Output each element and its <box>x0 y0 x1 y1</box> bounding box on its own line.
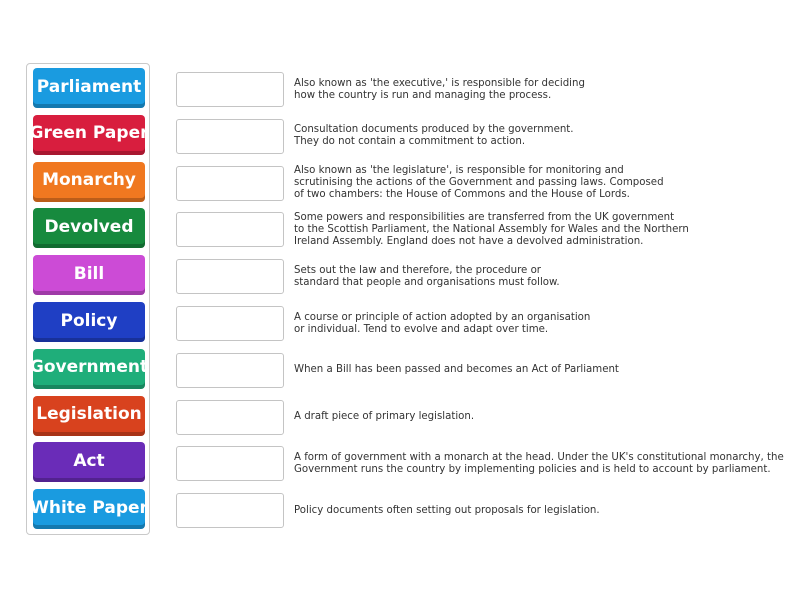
tile-green-paper[interactable]: Green Paper <box>33 115 145 155</box>
definition-line: Also known as 'the legislature', is responsible for monitoring and <box>294 165 624 177</box>
drop-target-box[interactable] <box>176 446 284 481</box>
definition-line: Government runs the country by implementing policies and is held to account by parliament. <box>294 463 771 475</box>
definition-text <box>294 398 784 437</box>
definition-line: Ireland Assembly. England does not have a devolved administration. <box>294 235 644 247</box>
tile-parliament[interactable]: Parliament <box>33 68 145 108</box>
definition-line: scrutinising the actions of the Government and passing laws. Composed <box>294 177 664 189</box>
definition-line: Consultation documents produced by the government. <box>294 124 574 136</box>
definition-text <box>294 304 784 343</box>
tile-monarchy[interactable]: Monarchy <box>33 162 145 202</box>
definition-text <box>294 210 784 249</box>
drop-target-box[interactable] <box>176 212 284 247</box>
drop-target-box[interactable] <box>176 306 284 341</box>
definition-text <box>294 117 784 156</box>
tile-government[interactable]: Government <box>33 349 145 389</box>
definition-text <box>294 491 784 530</box>
drop-target-box[interactable] <box>176 353 284 388</box>
definition-line: Policy documents often setting out proposals for legislation. <box>294 504 600 516</box>
definition-line: standard that people and organisations must follow. <box>294 276 560 288</box>
definition-line: A form of government with a monarch at the head. Under the UK's constitutional monarchy, the <box>294 451 784 463</box>
definition-line: A course or principle of action adopted by an organisation <box>294 311 591 323</box>
definition-line: of two chambers: the House of Commons and the House of Lords. <box>294 189 630 201</box>
definition-text <box>294 444 784 483</box>
definition-text <box>294 257 784 296</box>
definition-line: Also known as 'the executive,' is responsible for deciding <box>294 77 585 89</box>
drop-target-box[interactable] <box>176 493 284 528</box>
drop-target-box[interactable] <box>176 400 284 435</box>
drop-target-box[interactable] <box>176 259 284 294</box>
tile-act[interactable]: Act <box>33 442 145 482</box>
definition-line: or individual. Tend to evolve and adapt over time. <box>294 323 549 335</box>
definition-line: Some powers and responsibilities are transferred from the UK government <box>294 211 675 223</box>
drop-target-box[interactable] <box>176 119 284 154</box>
definition-text <box>294 164 784 203</box>
tile-white-paper[interactable]: White Paper <box>33 489 145 529</box>
tile-devolved[interactable]: Devolved <box>33 208 145 248</box>
tile-bill[interactable]: Bill <box>33 255 145 295</box>
definition-line: When a Bill has been passed and becomes an Act of Parliament <box>294 364 619 376</box>
definition-text <box>294 351 784 390</box>
definition-line: A draft piece of primary legislation. <box>294 411 475 423</box>
definition-line: Sets out the law and therefore, the procedure or <box>294 264 541 276</box>
definition-line: to the Scottish Parliament, the National Assembly for Wales and the Northern <box>294 223 689 235</box>
definition-text <box>294 70 784 109</box>
definition-line: how the country is run and managing the process. <box>294 89 552 101</box>
tile-legislation[interactable]: Legislation <box>33 396 145 436</box>
drop-target-box[interactable] <box>176 166 284 201</box>
definition-line: They do not contain a commitment to action. <box>294 136 526 148</box>
tile-policy[interactable]: Policy <box>33 302 145 342</box>
drop-target-box[interactable] <box>176 72 284 107</box>
tiles-panel <box>26 63 150 535</box>
